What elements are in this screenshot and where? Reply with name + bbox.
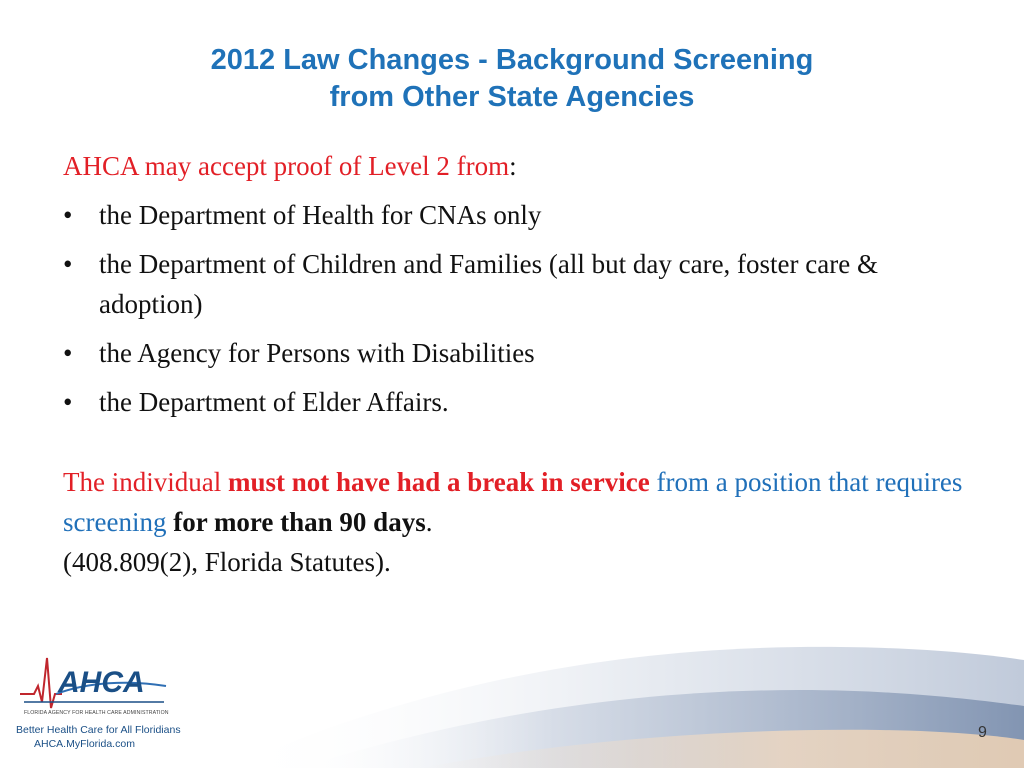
list-item: [63, 195, 963, 235]
list-item-text: the Department of Children and Families (all but day care, foster care & adoption): [99, 249, 878, 319]
break-in-service-statement: [63, 462, 963, 582]
bullet-icon: •: [63, 387, 73, 417]
slide-title: [60, 42, 964, 116]
agency-list: [63, 195, 963, 422]
bullet-icon: •: [63, 338, 73, 368]
statute-citation: (408.809(2), Florida Statutes).: [63, 547, 391, 577]
bullet-icon: •: [63, 249, 73, 279]
slide-body: [63, 150, 963, 582]
list-item: [63, 333, 963, 373]
list-item: [63, 244, 963, 324]
slide-title-line1: 2012 Law Changes - Background Screening: [210, 44, 814, 76]
statement-emphasis: must not have had a break in service: [227, 467, 650, 497]
intro-colon: :: [509, 151, 517, 181]
statement-part1: The individual: [63, 467, 228, 497]
intro-line: [63, 150, 963, 183]
list-item-text: the Department of Elder Affairs.: [99, 387, 449, 417]
logo-agency-fullname: FLORIDA AGENCY FOR HEALTH CARE ADMINISTRATION: [24, 710, 169, 716]
logo-website: AHCA.MyFlorida.com: [34, 738, 135, 750]
list-item: [63, 382, 963, 422]
ahca-logo-wordmark: AHCA: [58, 666, 145, 699]
list-item-text: the Department of Health for CNAs only: [99, 200, 542, 230]
logo-tagline: Better Health Care for All Floridians: [16, 724, 181, 736]
slide-title-line2: from Other State Agencies: [329, 81, 695, 113]
statement-duration: for more than 90 days: [166, 507, 426, 537]
bullet-icon: •: [63, 200, 73, 230]
page-number: 9: [978, 724, 987, 741]
intro-text: AHCA may accept proof of Level 2 from: [63, 151, 510, 181]
list-item-text: the Agency for Persons with Disabilities: [99, 338, 535, 368]
statement-period: .: [425, 507, 433, 537]
ahca-logo: [16, 652, 181, 760]
ahca-logo-mark: [18, 652, 168, 712]
statement-part3: from a position that requires screening: [63, 467, 963, 537]
